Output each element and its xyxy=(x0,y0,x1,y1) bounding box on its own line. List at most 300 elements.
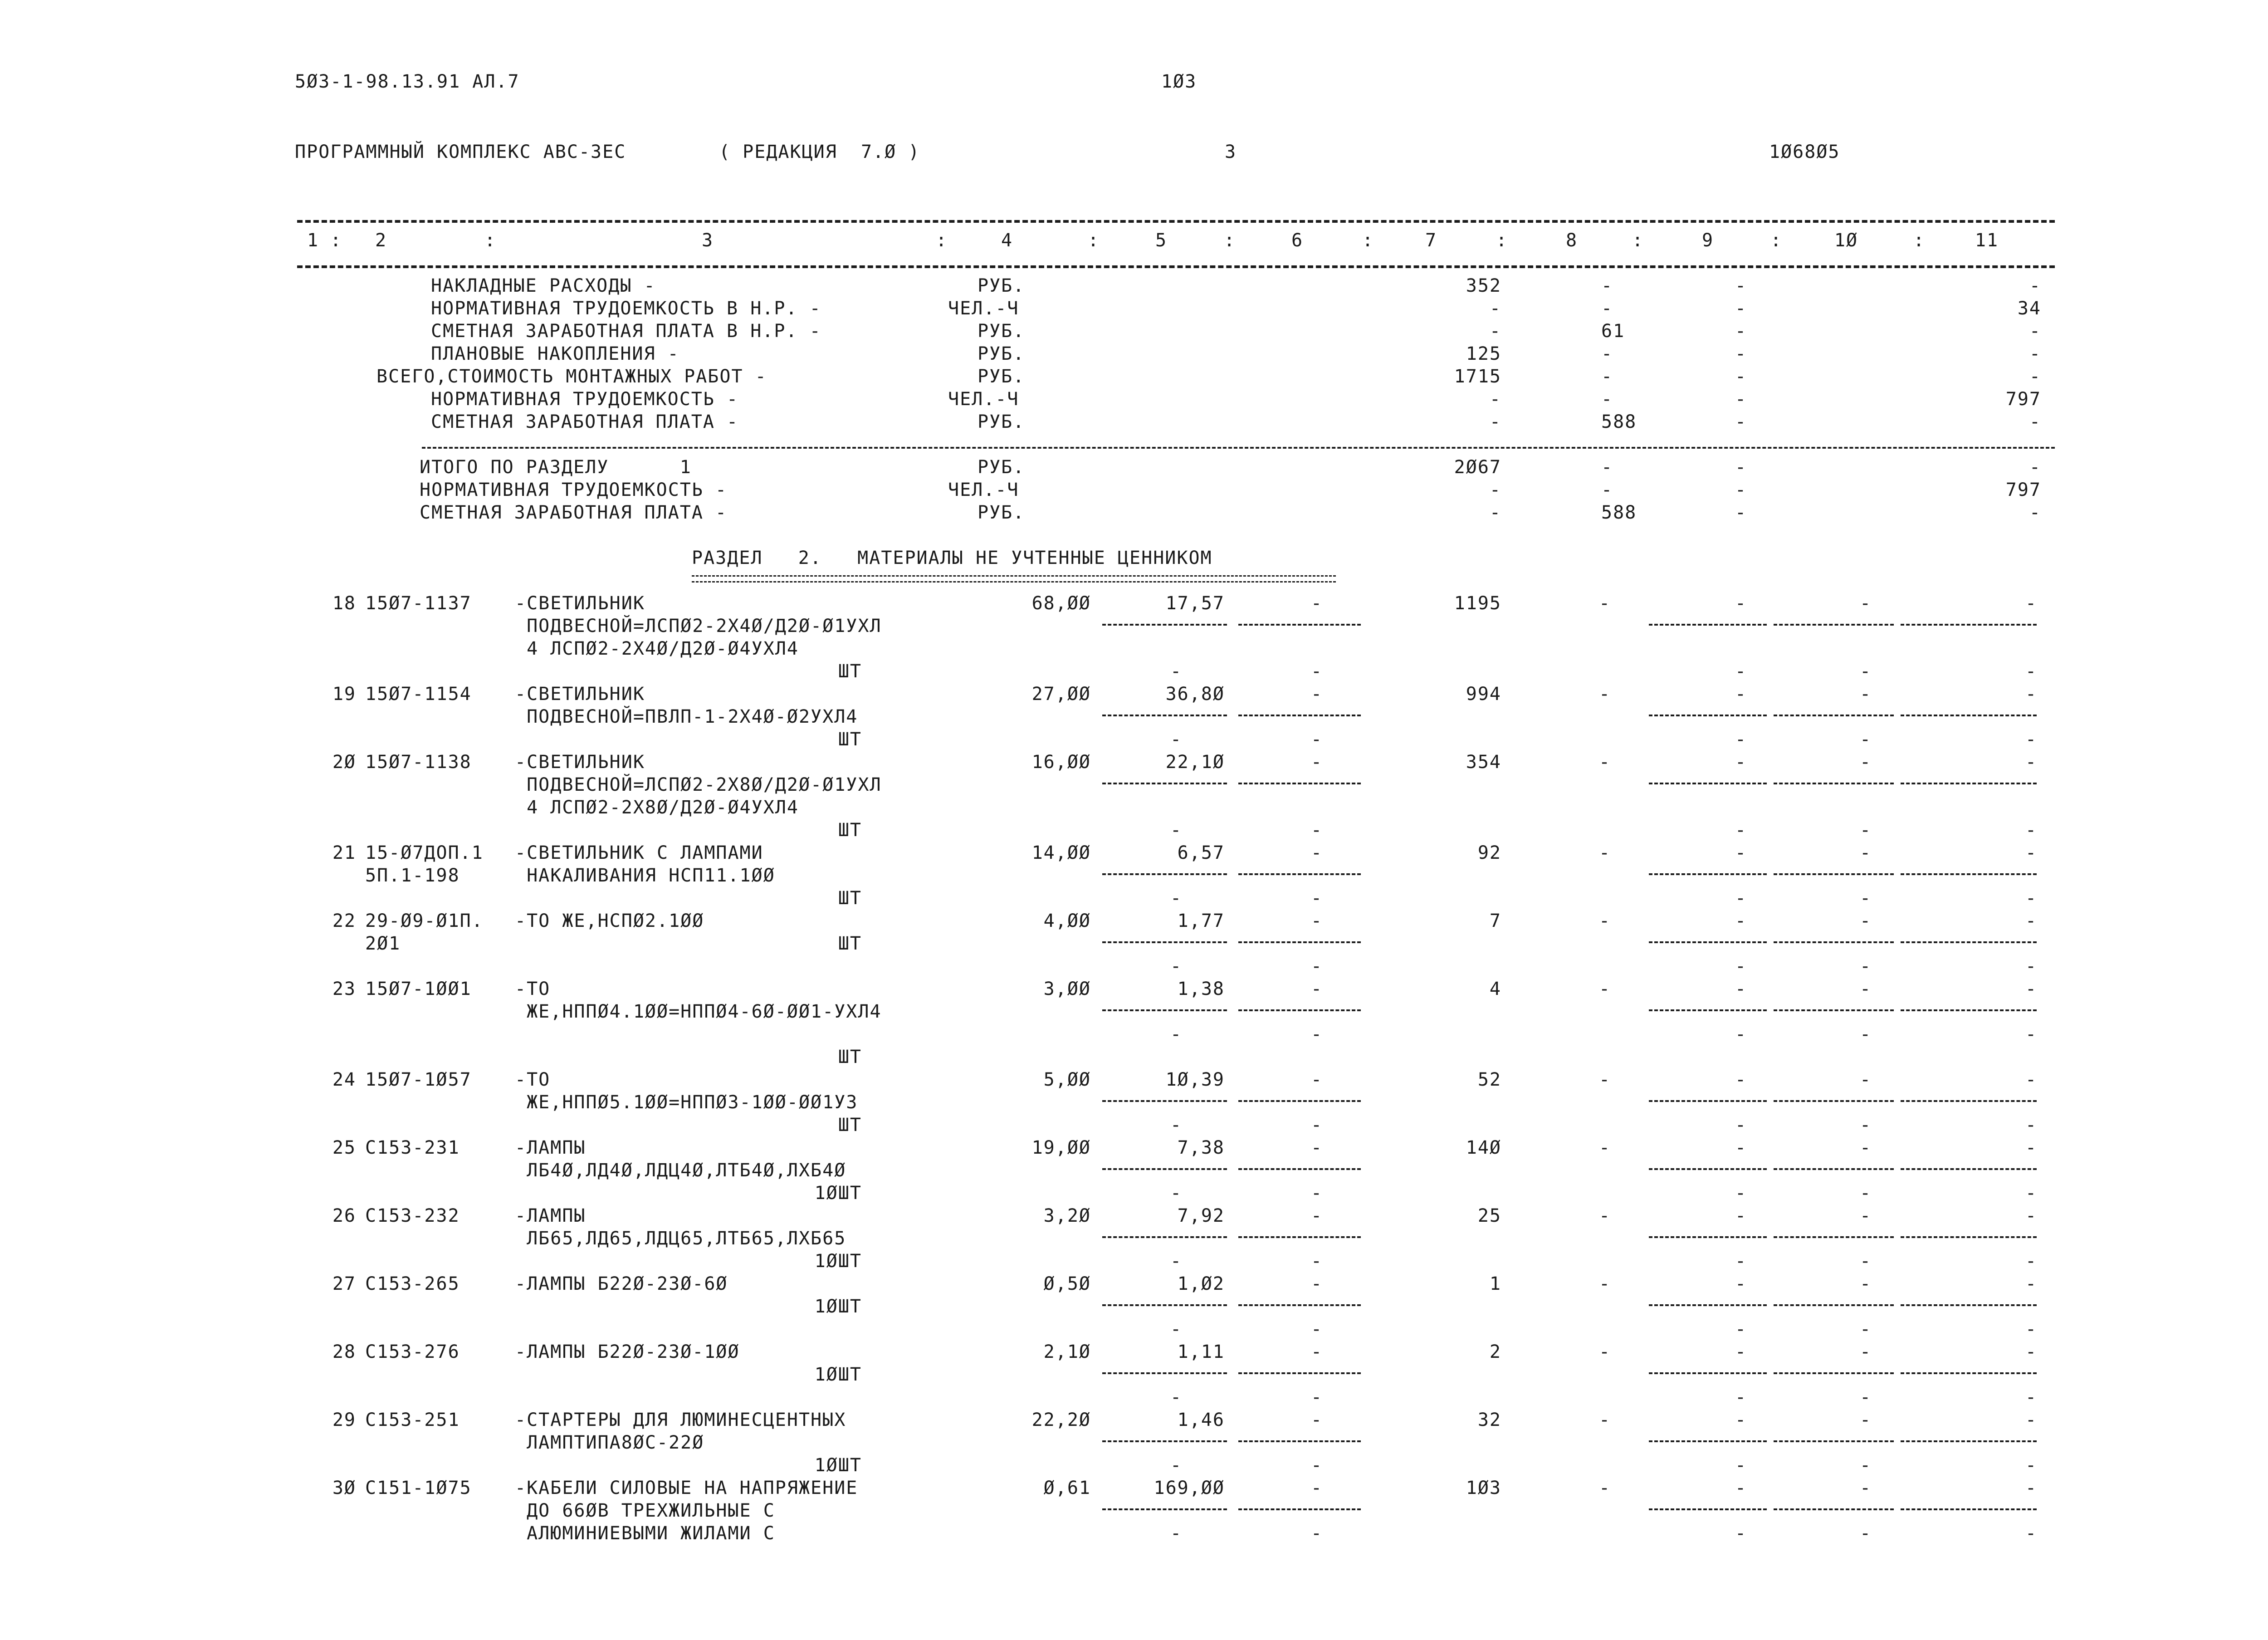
item-col6: - xyxy=(1311,593,1323,614)
item-subrule xyxy=(1774,873,1894,875)
item-subrule xyxy=(1102,941,1227,943)
overhead-value-col8: - xyxy=(1601,275,1613,296)
item-unit-price: 169,ØØ xyxy=(1154,1478,1225,1498)
item-col9: - xyxy=(1735,911,1747,931)
total-value-col8: - xyxy=(1601,457,1613,478)
item-subrule xyxy=(1901,1372,2037,1374)
item-sum: 92 xyxy=(1477,842,1501,863)
item-unit: 1ØШТ xyxy=(814,1251,862,1272)
item-sub-dash: - xyxy=(1311,661,1323,682)
item-unit: ШТ xyxy=(838,1047,862,1067)
overhead-value-col7: - xyxy=(1489,321,1501,342)
item-sub-dash: - xyxy=(1860,729,1872,750)
item-description: -КАБЕЛИ СИЛОВЫЕ НА НАПРЯЖЕНИЕ xyxy=(515,1478,858,1498)
item-sub-dash: - xyxy=(1170,1183,1183,1204)
column-separator: : xyxy=(1913,230,1926,251)
item-col10: - xyxy=(1860,1137,1872,1158)
item-number: 19 xyxy=(332,684,356,705)
item-subrule xyxy=(1102,1009,1227,1011)
item-subrule xyxy=(1901,1508,2037,1510)
item-sum: 354 xyxy=(1466,752,1501,773)
item-subrule xyxy=(1774,783,1894,784)
item-sub-dash: - xyxy=(1735,1319,1747,1340)
item-quantity: 14,ØØ xyxy=(1031,842,1091,863)
item-sum: 1Ø3 xyxy=(1466,1478,1501,1498)
item-sub-dash: - xyxy=(1735,956,1747,977)
item-subrule xyxy=(1901,1236,2037,1238)
overhead-label: НАКЛАДНЫЕ РАСХОДЫ - xyxy=(431,275,656,296)
item-subrule xyxy=(1901,624,2037,626)
item-sub-dash: - xyxy=(2025,1319,2038,1340)
item-sub-dash: - xyxy=(2025,888,2038,909)
item-description: АЛЮМИНИЕВЫМИ ЖИЛАМИ С xyxy=(515,1523,775,1544)
item-subrule xyxy=(1901,1100,2037,1102)
item-subrule xyxy=(1238,1440,1361,1442)
item-description: -ТО xyxy=(515,979,551,999)
total-unit: РУБ. xyxy=(978,502,1025,523)
item-code: 5П.1-198 xyxy=(365,865,460,886)
item-code: С153-276 xyxy=(365,1341,460,1362)
item-code: С153-231 xyxy=(365,1137,460,1158)
item-number: 3Ø xyxy=(332,1478,356,1498)
program-edition: ( РЕДАКЦИЯ 7.Ø ) xyxy=(719,142,920,162)
item-subrule xyxy=(1102,1100,1227,1102)
item-col10: - xyxy=(1860,1205,1872,1226)
item-sum: 25 xyxy=(1477,1205,1501,1226)
item-description: НАКАЛИВАНИЯ НСП11.1ØØ xyxy=(515,865,775,886)
item-code: 29-Ø9-Ø1П. xyxy=(365,911,484,931)
item-sub-dash: - xyxy=(2025,1115,2038,1136)
item-sub-dash: - xyxy=(1860,1523,1872,1544)
item-col10: - xyxy=(1860,684,1872,705)
item-number: 18 xyxy=(332,593,356,614)
item-col9: - xyxy=(1735,842,1747,863)
item-subrule xyxy=(1774,624,1894,626)
item-sub-dash: - xyxy=(1735,1251,1747,1272)
item-sub-dash: - xyxy=(2025,1387,2038,1408)
item-subrule xyxy=(1774,715,1894,716)
item-subrule xyxy=(1901,1009,2037,1011)
item-description: -СВЕТИЛЬНИК xyxy=(515,752,645,773)
item-unit-price: 1,11 xyxy=(1177,1341,1225,1362)
item-col8: - xyxy=(1599,1410,1611,1430)
item-col11: - xyxy=(2025,684,2038,705)
item-col6: - xyxy=(1311,1273,1323,1294)
item-quantity: 4,ØØ xyxy=(1043,911,1091,931)
item-sum: 1 xyxy=(1489,1273,1501,1294)
item-col8: - xyxy=(1599,593,1611,614)
item-subrule xyxy=(1102,873,1227,875)
item-sub-dash: - xyxy=(2025,1251,2038,1272)
program-name: ПРОГРАММНЫЙ КОМПЛЕКС АВС-ЗЕС xyxy=(295,142,626,162)
overhead-value-col8: 61 xyxy=(1601,321,1625,342)
total-value-col11: - xyxy=(2029,502,2041,523)
item-col6: - xyxy=(1311,1069,1323,1090)
item-code: 15-Ø7ДОП.1 xyxy=(365,842,484,863)
item-col11: - xyxy=(2025,1410,2038,1430)
overhead-value-col8: 588 xyxy=(1601,411,1637,432)
item-description: -ЛАМПЫ Б22Ø-23Ø-1ØØ xyxy=(515,1341,740,1362)
column-separator: : xyxy=(1632,230,1644,251)
overhead-unit: ЧЕЛ.-Ч xyxy=(948,389,1019,410)
item-unit: ШТ xyxy=(838,933,862,954)
item-quantity: 22,2Ø xyxy=(1031,1410,1091,1430)
column-header-3: 3 xyxy=(701,230,714,251)
item-subrule xyxy=(1649,1168,1767,1170)
item-col11: - xyxy=(2025,1341,2038,1362)
item-sub-dash: - xyxy=(1170,1455,1183,1476)
item-description: ПОДВЕСНОЙ=ЛСПØ2-2Х8Ø/Д2Ø-Ø1УХЛ xyxy=(515,774,882,795)
item-code: 15Ø7-1Ø57 xyxy=(365,1069,472,1090)
item-sub-dash: - xyxy=(1735,661,1747,682)
item-col8: - xyxy=(1599,1137,1611,1158)
item-unit-price: 36,8Ø xyxy=(1165,684,1225,705)
item-col11: - xyxy=(2025,1273,2038,1294)
item-col10: - xyxy=(1860,1273,1872,1294)
item-col6: - xyxy=(1311,1478,1323,1498)
column-separator: : xyxy=(1088,230,1100,251)
item-unit: 1ØШТ xyxy=(814,1364,862,1385)
overhead-value-col7: 352 xyxy=(1466,275,1501,296)
section-subtotal-rule xyxy=(422,447,2055,449)
item-sub-dash: - xyxy=(1311,1455,1323,1476)
item-quantity: 3,2Ø xyxy=(1043,1205,1091,1226)
item-subrule xyxy=(1102,715,1227,716)
item-sub-dash: - xyxy=(2025,1455,2038,1476)
section-title: РАЗДЕЛ 2. МАТЕРИАЛЫ НЕ УЧТЕННЫЕ ЦЕННИКОМ xyxy=(692,548,1212,568)
item-subrule xyxy=(1238,1100,1361,1102)
item-subrule xyxy=(1102,1372,1227,1374)
item-subrule xyxy=(1649,1100,1767,1102)
item-subrule xyxy=(1774,1304,1894,1306)
overhead-value-col7: - xyxy=(1489,298,1501,319)
item-quantity: Ø,5Ø xyxy=(1043,1273,1091,1294)
item-sub-dash: - xyxy=(2025,661,2038,682)
total-label: СМЕТНАЯ ЗАРАБОТНАЯ ПЛАТА - xyxy=(420,502,728,523)
item-sub-dash: - xyxy=(1311,729,1323,750)
column-separator: : xyxy=(936,230,948,251)
item-subrule xyxy=(1901,1304,2037,1306)
item-col9: - xyxy=(1735,1410,1747,1430)
item-sub-dash: - xyxy=(1860,956,1872,977)
column-separator: : xyxy=(1362,230,1374,251)
overhead-value-col7: 1715 xyxy=(1454,366,1501,387)
overhead-value-col7: - xyxy=(1489,411,1501,432)
item-code: С153-232 xyxy=(365,1205,460,1226)
item-description: -ТО ЖЕ,НСПØ2.1ØØ xyxy=(515,911,704,931)
item-col8: - xyxy=(1599,1273,1611,1294)
item-subrule xyxy=(1649,783,1767,784)
item-description: -СТАРТЕРЫ ДЛЯ ЛЮМИНЕСЦЕНТНЫХ xyxy=(515,1410,846,1430)
item-subrule xyxy=(1901,1168,2037,1170)
item-description: ДО 66ØВ ТРЕХЖИЛЬНЫЕ С xyxy=(515,1500,775,1521)
item-subrule xyxy=(1238,624,1361,626)
item-sub-dash: - xyxy=(1170,1024,1183,1045)
item-number: 2Ø xyxy=(332,752,356,773)
overhead-value-col7: - xyxy=(1489,389,1501,410)
overhead-value-col9: - xyxy=(1735,343,1747,364)
item-code: С153-265 xyxy=(365,1273,460,1294)
section-title-underline xyxy=(692,575,1336,583)
overhead-value-col11: 797 xyxy=(2005,389,2041,410)
item-sum: 4 xyxy=(1489,979,1501,999)
item-subrule xyxy=(1238,783,1361,784)
item-unit: 1ØШТ xyxy=(814,1183,862,1204)
overhead-value-col9: - xyxy=(1735,366,1747,387)
column-header-8: 8 xyxy=(1565,230,1578,251)
column-separator: : xyxy=(1496,230,1508,251)
column-header-2: 2 xyxy=(375,230,387,251)
item-subrule xyxy=(1774,1009,1894,1011)
item-subrule xyxy=(1901,873,2037,875)
item-sub-dash: - xyxy=(1860,888,1872,909)
item-sub-dash: - xyxy=(1311,1523,1323,1544)
item-quantity: Ø,61 xyxy=(1043,1478,1091,1498)
item-sub-dash: - xyxy=(1170,729,1183,750)
item-subrule xyxy=(1774,1236,1894,1238)
column-header-1: 1 xyxy=(307,230,319,251)
item-subrule xyxy=(1238,1168,1361,1170)
item-col10: - xyxy=(1860,1410,1872,1430)
item-col8: - xyxy=(1599,752,1611,773)
item-col9: - xyxy=(1735,1341,1747,1362)
overhead-label: ВСЕГО,СТОИМОСТЬ МОНТАЖНЫХ РАБОТ - xyxy=(376,366,767,387)
item-subrule xyxy=(1238,873,1361,875)
item-code: 15Ø7-1154 xyxy=(365,684,472,705)
item-sub-dash: - xyxy=(1311,888,1323,909)
total-value-col9: - xyxy=(1735,480,1747,500)
item-col8: - xyxy=(1599,979,1611,999)
item-subrule xyxy=(1238,1236,1361,1238)
item-col10: - xyxy=(1860,752,1872,773)
overhead-label: НОРМАТИВНАЯ ТРУДОЕМКОСТЬ В Н.Р. - xyxy=(431,298,821,319)
item-sub-dash: - xyxy=(1735,729,1747,750)
item-description: ЖЕ,НППØ4.1ØØ=НППØ4-6Ø-ØØ1-УХЛ4 xyxy=(515,1001,882,1022)
item-col6: - xyxy=(1311,684,1323,705)
item-sub-dash: - xyxy=(1860,1251,1872,1272)
item-sub-dash: - xyxy=(1735,1115,1747,1136)
overhead-value-col9: - xyxy=(1735,275,1747,296)
item-unit-price: 17,57 xyxy=(1165,593,1225,614)
item-sub-dash: - xyxy=(1311,1183,1323,1204)
item-sum: 994 xyxy=(1466,684,1501,705)
item-subrule xyxy=(1102,624,1227,626)
item-unit-price: 1,Ø2 xyxy=(1177,1273,1225,1294)
overhead-unit: РУБ. xyxy=(978,275,1025,296)
overhead-value-col11: - xyxy=(2029,321,2041,342)
item-sub-dash: - xyxy=(1170,1115,1183,1136)
item-col8: - xyxy=(1599,684,1611,705)
overhead-unit: ЧЕЛ.-Ч xyxy=(948,298,1019,319)
table-top-rule xyxy=(297,220,2055,223)
item-sub-dash: - xyxy=(1311,1319,1323,1340)
total-value-col9: - xyxy=(1735,457,1747,478)
item-col6: - xyxy=(1311,752,1323,773)
item-number: 23 xyxy=(332,979,356,999)
overhead-value-col9: - xyxy=(1735,298,1747,319)
item-unit: ШТ xyxy=(838,888,862,909)
item-unit-price: 22,1Ø xyxy=(1165,752,1225,773)
item-subrule xyxy=(1102,1236,1227,1238)
table-header-rule xyxy=(297,265,2055,268)
item-unit-price: 1,38 xyxy=(1177,979,1225,999)
item-col8: - xyxy=(1599,1205,1611,1226)
item-quantity: 19,ØØ xyxy=(1031,1137,1091,1158)
item-unit-price: 1Ø,39 xyxy=(1165,1069,1225,1090)
item-col9: - xyxy=(1735,979,1747,999)
item-col8: - xyxy=(1599,911,1611,931)
overhead-unit: РУБ. xyxy=(978,321,1025,342)
item-sub-dash: - xyxy=(2025,820,2038,841)
item-quantity: 5,ØØ xyxy=(1043,1069,1091,1090)
item-number: 22 xyxy=(332,911,356,931)
total-unit: ЧЕЛ.-Ч xyxy=(948,480,1019,500)
item-subrule xyxy=(1649,1236,1767,1238)
item-quantity: 3,ØØ xyxy=(1043,979,1091,999)
item-sub-dash: - xyxy=(1860,1387,1872,1408)
page-number: 1Ø3 xyxy=(1161,71,1197,92)
item-quantity: 68,ØØ xyxy=(1031,593,1091,614)
item-sub-dash: - xyxy=(1860,1024,1872,1045)
item-col10: - xyxy=(1860,911,1872,931)
item-subrule xyxy=(1774,1168,1894,1170)
item-col9: - xyxy=(1735,1137,1747,1158)
item-description: -ТО xyxy=(515,1069,551,1090)
item-code: С153-251 xyxy=(365,1410,460,1430)
item-unit: ШТ xyxy=(838,820,862,841)
item-col9: - xyxy=(1735,1478,1747,1498)
item-sub-dash: - xyxy=(1860,1455,1872,1476)
item-sub-dash: - xyxy=(2025,1024,2038,1045)
item-subrule xyxy=(1901,715,2037,716)
total-value-col8: 588 xyxy=(1601,502,1637,523)
item-unit: ШТ xyxy=(838,729,862,750)
total-value-col7: - xyxy=(1489,502,1501,523)
total-label: НОРМАТИВНАЯ ТРУДОЕМКОСТЬ - xyxy=(420,480,728,500)
item-description: 4 ЛСПØ2-2Х8Ø/Д2Ø-Ø4УХЛ4 xyxy=(515,797,799,818)
item-subrule xyxy=(1901,783,2037,784)
item-subrule xyxy=(1649,1372,1767,1374)
overhead-unit: РУБ. xyxy=(978,366,1025,387)
item-unit: ШТ xyxy=(838,661,862,682)
item-sum: 2 xyxy=(1489,1341,1501,1362)
item-col11: - xyxy=(2025,1137,2038,1158)
item-sub-dash: - xyxy=(1735,1455,1747,1476)
item-description: -ЛАМПЫ xyxy=(515,1205,586,1226)
total-value-col11: - xyxy=(2029,457,2041,478)
item-sum: 7 xyxy=(1489,911,1501,931)
item-col11: - xyxy=(2025,752,2038,773)
item-col6: - xyxy=(1311,1410,1323,1430)
column-separator: : xyxy=(1770,230,1783,251)
item-col10: - xyxy=(1860,1478,1872,1498)
overhead-value-col8: - xyxy=(1601,366,1613,387)
item-quantity: 16,ØØ xyxy=(1031,752,1091,773)
item-col6: - xyxy=(1311,979,1323,999)
item-sub-dash: - xyxy=(1170,1523,1183,1544)
item-sub-dash: - xyxy=(1170,661,1183,682)
item-subrule xyxy=(1774,1508,1894,1510)
item-sum: 52 xyxy=(1477,1069,1501,1090)
item-description: 4 ЛСПØ2-2Х4Ø/Д2Ø-Ø4УХЛ4 xyxy=(515,638,799,659)
sheet-number: 3 xyxy=(1225,142,1237,162)
total-value-col9: - xyxy=(1735,502,1747,523)
item-description: ЛАМПТИПА8ØС-22Ø xyxy=(515,1432,704,1453)
item-subrule xyxy=(1238,941,1361,943)
item-col10: - xyxy=(1860,979,1872,999)
item-subrule xyxy=(1649,715,1767,716)
item-subrule xyxy=(1649,624,1767,626)
item-sub-dash: - xyxy=(1860,1183,1872,1204)
item-unit-price: 1,46 xyxy=(1177,1410,1225,1430)
overhead-value-col11: - xyxy=(2029,411,2041,432)
column-separator: : xyxy=(330,230,342,251)
item-subrule xyxy=(1649,1508,1767,1510)
item-sub-dash: - xyxy=(1860,820,1872,841)
overhead-value-col9: - xyxy=(1735,321,1747,342)
item-code: 15Ø7-1138 xyxy=(365,752,472,773)
item-sub-dash: - xyxy=(1735,1387,1747,1408)
item-col10: - xyxy=(1860,593,1872,614)
item-sub-dash: - xyxy=(1170,1319,1183,1340)
item-col9: - xyxy=(1735,684,1747,705)
item-col10: - xyxy=(1860,842,1872,863)
item-subrule xyxy=(1649,873,1767,875)
document-code: 5Ø3-1-98.13.91 АЛ.7 xyxy=(295,71,520,92)
total-value-col7: 2Ø67 xyxy=(1454,457,1501,478)
item-subrule xyxy=(1649,1009,1767,1011)
item-number: 25 xyxy=(332,1137,356,1158)
item-unit-price: 7,38 xyxy=(1177,1137,1225,1158)
item-number: 29 xyxy=(332,1410,356,1430)
item-sub-dash: - xyxy=(1311,1115,1323,1136)
item-subrule xyxy=(1238,1372,1361,1374)
item-col9: - xyxy=(1735,1273,1747,1294)
item-subrule xyxy=(1102,1168,1227,1170)
item-description: -ЛАМПЫ Б22Ø-23Ø-6Ø xyxy=(515,1273,728,1294)
item-col8: - xyxy=(1599,842,1611,863)
item-sub-dash: - xyxy=(1735,1523,1747,1544)
item-subrule xyxy=(1102,1508,1227,1510)
item-number: 28 xyxy=(332,1341,356,1362)
item-number: 24 xyxy=(332,1069,356,1090)
item-col9: - xyxy=(1735,1205,1747,1226)
total-value-col11: 797 xyxy=(2005,480,2041,500)
item-code: 15Ø7-1ØØ1 xyxy=(365,979,472,999)
item-subrule xyxy=(1774,1372,1894,1374)
item-col11: - xyxy=(2025,1478,2038,1498)
item-col9: - xyxy=(1735,593,1747,614)
item-description: -СВЕТИЛЬНИК xyxy=(515,684,645,705)
item-number: 27 xyxy=(332,1273,356,1294)
total-label: ИТОГО ПО РАЗДЕЛУ 1 xyxy=(420,457,692,478)
total-unit: РУБ. xyxy=(978,457,1025,478)
item-sub-dash: - xyxy=(2025,729,2038,750)
item-col11: - xyxy=(2025,1069,2038,1090)
item-subrule xyxy=(1774,1100,1894,1102)
item-description: ЖЕ,НППØ5.1ØØ=НППØ3-1ØØ-ØØ1У3 xyxy=(515,1092,858,1113)
column-header-7: 7 xyxy=(1425,230,1437,251)
item-number: 21 xyxy=(332,842,356,863)
overhead-unit: РУБ. xyxy=(978,343,1025,364)
item-col9: - xyxy=(1735,1069,1747,1090)
item-description: ЛБ4Ø,ЛД4Ø,ЛДЦ4Ø,ЛТБ4Ø,ЛХБ4Ø xyxy=(515,1160,846,1181)
item-col6: - xyxy=(1311,1137,1323,1158)
overhead-value-col11: - xyxy=(2029,366,2041,387)
item-subrule xyxy=(1102,1304,1227,1306)
item-col6: - xyxy=(1311,1205,1323,1226)
item-sub-dash: - xyxy=(1735,888,1747,909)
